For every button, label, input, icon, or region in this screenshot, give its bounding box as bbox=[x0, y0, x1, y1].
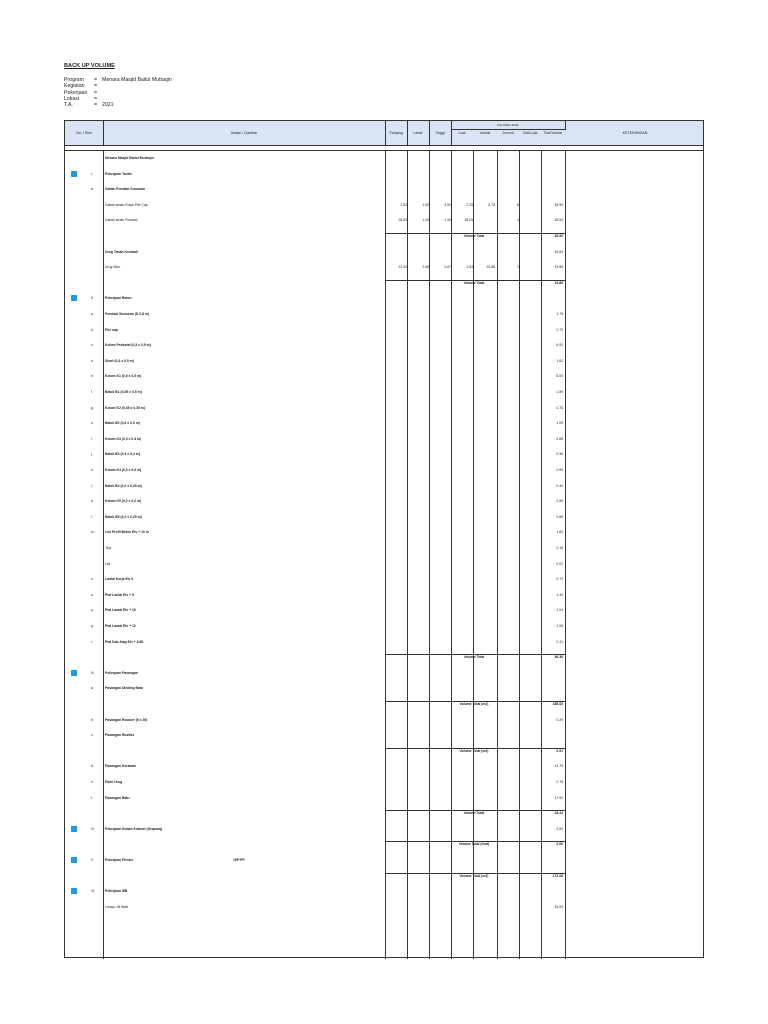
row-code: b. bbox=[91, 327, 94, 332]
cell-tv: 19.88 bbox=[554, 265, 563, 270]
volume-total-label: Volume Total (m2) bbox=[459, 702, 489, 706]
row-code: n. bbox=[91, 577, 94, 582]
row-label: Plat Lantai Elv + 10 bbox=[105, 608, 136, 613]
row-label: Pekerjaan Tanah bbox=[105, 171, 132, 176]
section-marker bbox=[71, 295, 77, 301]
row-code: d. bbox=[91, 764, 94, 769]
row-code: b. bbox=[91, 717, 94, 722]
col-keterangan: KETERANGAN bbox=[622, 131, 648, 135]
volume-total-value: 0.91 bbox=[556, 748, 563, 753]
cell-tv: 1.08 bbox=[556, 624, 563, 628]
section-marker bbox=[71, 670, 77, 676]
row-code: II. bbox=[91, 296, 94, 301]
volume-total-label: Volume Total (m2) bbox=[459, 748, 489, 753]
col-volume-group: VOLUME HASIL bbox=[451, 121, 566, 130]
cell-tv: 13.75 bbox=[554, 764, 563, 769]
section-marker bbox=[71, 171, 77, 177]
volume-total-label: Volume Total bbox=[463, 280, 485, 285]
cell-t: 0.67 bbox=[444, 265, 451, 270]
cell-tv: 2.88 bbox=[556, 436, 563, 441]
cell-l: 1.50 bbox=[422, 202, 429, 207]
row-code: l. bbox=[91, 514, 93, 519]
row-code: a. bbox=[91, 187, 94, 192]
row-label: Plat Lantai Elv + 5 bbox=[105, 592, 134, 597]
row-label: Galian tanah Ruasi Pile Cap bbox=[105, 202, 148, 207]
cell-tv: 17.92 bbox=[554, 795, 563, 800]
row-code: g. bbox=[91, 405, 94, 410]
col-total-volume: Total Volume bbox=[543, 131, 563, 135]
row-label: Pile cap bbox=[105, 327, 118, 332]
row-label: Pasangan Rooster (5 x 30) bbox=[105, 717, 148, 722]
cell-tv: 1.89 bbox=[556, 390, 563, 394]
row-code: e. bbox=[91, 780, 94, 784]
cell-tv: 1.09 bbox=[556, 421, 563, 426]
col-no: No. / Riwi bbox=[65, 121, 104, 145]
row-code: a. bbox=[91, 312, 94, 316]
cell-tv: 4.78 bbox=[556, 405, 563, 410]
row-label: Menara Masjid Baitul Muttaqin bbox=[105, 156, 154, 160]
meta-program: Program = Menara Masjid Baitul Muttaqin bbox=[64, 77, 172, 84]
cell-t: 1.00 bbox=[444, 218, 451, 223]
row-label: Pekerjaan Pasangan bbox=[105, 670, 138, 675]
row-code: IV. bbox=[91, 826, 95, 831]
row-label: Pasangan Dinding Bata bbox=[105, 686, 143, 691]
row-label: Balok B4 (0,2 x 0,25 m) bbox=[105, 483, 142, 488]
volume-total-value: 46.36 bbox=[554, 655, 563, 660]
col-panjang: Panjang bbox=[385, 121, 408, 145]
row-code: e. bbox=[91, 374, 94, 379]
volume-total-label: Volume Total (m2) bbox=[459, 873, 489, 878]
cell-tv: 0.29 bbox=[556, 717, 563, 722]
row-code: r. bbox=[91, 639, 93, 644]
row-label: Plat Dak Atap Elv + 0,80 bbox=[105, 639, 144, 644]
row-code: p. bbox=[91, 608, 94, 613]
volume-total-value: 186.83 bbox=[552, 702, 563, 706]
cell-tv: 0.55 bbox=[556, 468, 563, 472]
cell-tv: 0.70 bbox=[556, 577, 563, 582]
table-body bbox=[65, 150, 703, 959]
row-label: Balok B2 (0,3 x 0,5 m) bbox=[105, 421, 140, 426]
row-label: Pondasi Sumuran (D 0,8 m) bbox=[105, 312, 150, 316]
row-label: Plat Lantai Elv + 12 bbox=[105, 624, 136, 628]
volume-total-label: Volume Total (Unit) bbox=[458, 842, 490, 847]
col-uraian: Uraian / Gambar bbox=[103, 121, 386, 145]
row-code: i. bbox=[91, 436, 93, 441]
row-label: Urug Sirtu bbox=[105, 265, 121, 270]
row-label: Kolom K4 (0,3 x 0,3 m) bbox=[105, 468, 142, 472]
row-label: Galian Pondasi Sumuran bbox=[105, 187, 146, 192]
row-code: k. bbox=[91, 499, 94, 504]
cell-vol: 19.88 bbox=[486, 265, 495, 270]
cell-tv: 0.68 bbox=[556, 514, 563, 519]
row-code: c. bbox=[91, 733, 94, 738]
table-header bbox=[65, 121, 703, 146]
col-lebar: Lebar bbox=[407, 121, 430, 145]
row-code: k. bbox=[91, 468, 94, 472]
col-jml-unit: Jml unit bbox=[502, 131, 514, 135]
cell-tv: 2.76 bbox=[556, 780, 563, 784]
cell-tv: 1.76 bbox=[556, 312, 563, 316]
volume-total-label: Volume Total bbox=[463, 234, 485, 238]
row-code: a. bbox=[91, 686, 94, 691]
meta-pekerjaan: Pekerjaan = bbox=[64, 89, 98, 96]
row-code: V. bbox=[91, 858, 94, 862]
volume-total-value: 2.00 bbox=[556, 842, 563, 847]
cell-luas: 1.53 bbox=[466, 265, 473, 270]
cell-tv: 0.36 bbox=[556, 452, 563, 457]
row-label: Urug Tanah Kembali bbox=[105, 249, 138, 254]
row-label: Pasir Urug bbox=[105, 780, 123, 784]
cell-tv: 1.40 bbox=[556, 592, 563, 597]
row-code: l. bbox=[91, 483, 93, 488]
row-code: m. bbox=[91, 530, 95, 535]
cell-tv: 18.90 bbox=[554, 202, 563, 207]
cell-jml: 1 bbox=[517, 218, 519, 223]
row-note: 15P:PP bbox=[233, 858, 245, 862]
cell-tv: 2.00 bbox=[556, 826, 563, 831]
row-code: III. bbox=[91, 670, 95, 675]
cell-p: 28.00 bbox=[398, 218, 407, 223]
row-label: Sloof (0,3 x 0,5 m) bbox=[105, 358, 134, 363]
row-code: VI. bbox=[91, 889, 96, 894]
row-label: List Profil Beton Elv + 10 m bbox=[105, 530, 149, 535]
cell-tv: 0.16 bbox=[556, 546, 563, 550]
row-code: h. bbox=[91, 421, 94, 426]
cell-tv: 6.00 bbox=[556, 343, 563, 348]
cell-tv: 2.56 bbox=[556, 499, 563, 504]
row-code: c. bbox=[91, 343, 94, 348]
row-label: Pasangan Kerawak bbox=[105, 764, 136, 769]
row-label: Kolom K2 (0,35 x 0,35 m) bbox=[105, 405, 145, 410]
section-marker bbox=[71, 826, 77, 832]
cell-jml: 1 bbox=[517, 265, 519, 270]
volume-total-value: 19.88 bbox=[554, 280, 563, 285]
cell-tv: 0.02 bbox=[556, 561, 563, 566]
row-label: Pasangan Rustiss bbox=[105, 733, 135, 738]
row-label: Balok B5 (0,2 x 0,25 m) bbox=[105, 514, 142, 519]
row-label: Galian tanah Pondasi bbox=[105, 218, 138, 223]
cell-tv: 1.62 bbox=[556, 358, 563, 363]
row-label: Tepi bbox=[105, 546, 112, 550]
meta-kegiatan: Kegiatan = bbox=[64, 83, 98, 90]
row-label: Pasangan Batu bbox=[105, 795, 130, 800]
col-tinggi: Tinggi bbox=[429, 121, 452, 145]
row-label: Lampu 18 Watt bbox=[105, 904, 128, 909]
section-marker bbox=[71, 888, 77, 894]
cell-jml: 8 bbox=[517, 202, 519, 207]
col-volume: Volume bbox=[479, 131, 491, 135]
doc-header bbox=[64, 63, 172, 108]
meta-ta: T.A. = 2021 bbox=[64, 102, 114, 109]
cell-tv: 2.41 bbox=[556, 639, 563, 644]
cell-tv: 16.00 bbox=[554, 904, 563, 909]
row-label: Balok B1 (0,35 x 0,5 m) bbox=[105, 390, 142, 394]
volume-total-value: 46.90 bbox=[554, 234, 563, 238]
backup-volume-table bbox=[64, 120, 704, 958]
cell-luas: 28.00 bbox=[464, 218, 473, 223]
cell-l: 2.65 bbox=[422, 265, 429, 270]
col-total-luas: Total Luas bbox=[522, 131, 538, 135]
row-code: f. bbox=[91, 390, 93, 394]
cell-tv: 8.00 bbox=[556, 374, 563, 379]
cell-t: 3.00 bbox=[444, 202, 451, 207]
doc-title: BACK UP VOLUME bbox=[64, 63, 115, 69]
row-label: Lantai Kerja Elv 0 bbox=[105, 577, 134, 582]
cell-tv: 28.00 bbox=[554, 218, 563, 223]
row-code: f. bbox=[91, 795, 93, 800]
cell-luas: 2.25 bbox=[466, 202, 473, 207]
col-luas: Luas bbox=[458, 131, 466, 135]
row-code: o. bbox=[91, 592, 94, 597]
row-label: Pekerjaan Kubah Enamel (Seqaraq) bbox=[105, 826, 163, 831]
cell-tv: 2.70 bbox=[556, 327, 563, 332]
row-code: q. bbox=[91, 624, 94, 628]
volume-total-label: Volume Total bbox=[463, 811, 485, 816]
row-label: Pekerjaan MB bbox=[105, 889, 128, 894]
volume-total-value: 34.44 bbox=[554, 811, 563, 816]
cell-tv: 0.40 bbox=[556, 483, 563, 488]
cell-p: 12.30 bbox=[398, 265, 407, 270]
volume-total-label: Volume Total bbox=[463, 655, 485, 660]
cell-l: 1.00 bbox=[422, 218, 429, 223]
row-label: Pekerjaan Beton bbox=[105, 296, 132, 301]
row-label: Kolom K1 (0,5 x 0,5 m) bbox=[105, 374, 142, 379]
cell-tv: 1.62 bbox=[556, 530, 563, 535]
row-label: Balok B3 (0,3 x 0,4 m) bbox=[105, 452, 140, 457]
cell-p: 1.50 bbox=[400, 202, 407, 207]
section-marker bbox=[71, 857, 77, 863]
row-code: j. bbox=[91, 452, 93, 457]
row-label: Kolom Pedestal (0,5 x 0,5 m) bbox=[105, 343, 151, 348]
row-code: d. bbox=[91, 358, 94, 363]
cell-tv: 1.04 bbox=[556, 608, 563, 613]
volume-total-value: 172.08 bbox=[552, 873, 563, 878]
row-label: Kolom K3 (0,3 x 0,3 m) bbox=[105, 436, 142, 441]
meta-lokasi: Lokasi = bbox=[64, 95, 98, 102]
row-label: List bbox=[105, 561, 111, 566]
row-label: Pekerjaan Plester bbox=[105, 858, 134, 862]
cell-vol: 6.75 bbox=[488, 202, 495, 207]
row-code: I. bbox=[91, 171, 93, 176]
row-label: Kolom K5 (0,2 x 0,2 m) bbox=[105, 499, 142, 504]
cell-tv: 15.63 bbox=[554, 249, 563, 254]
